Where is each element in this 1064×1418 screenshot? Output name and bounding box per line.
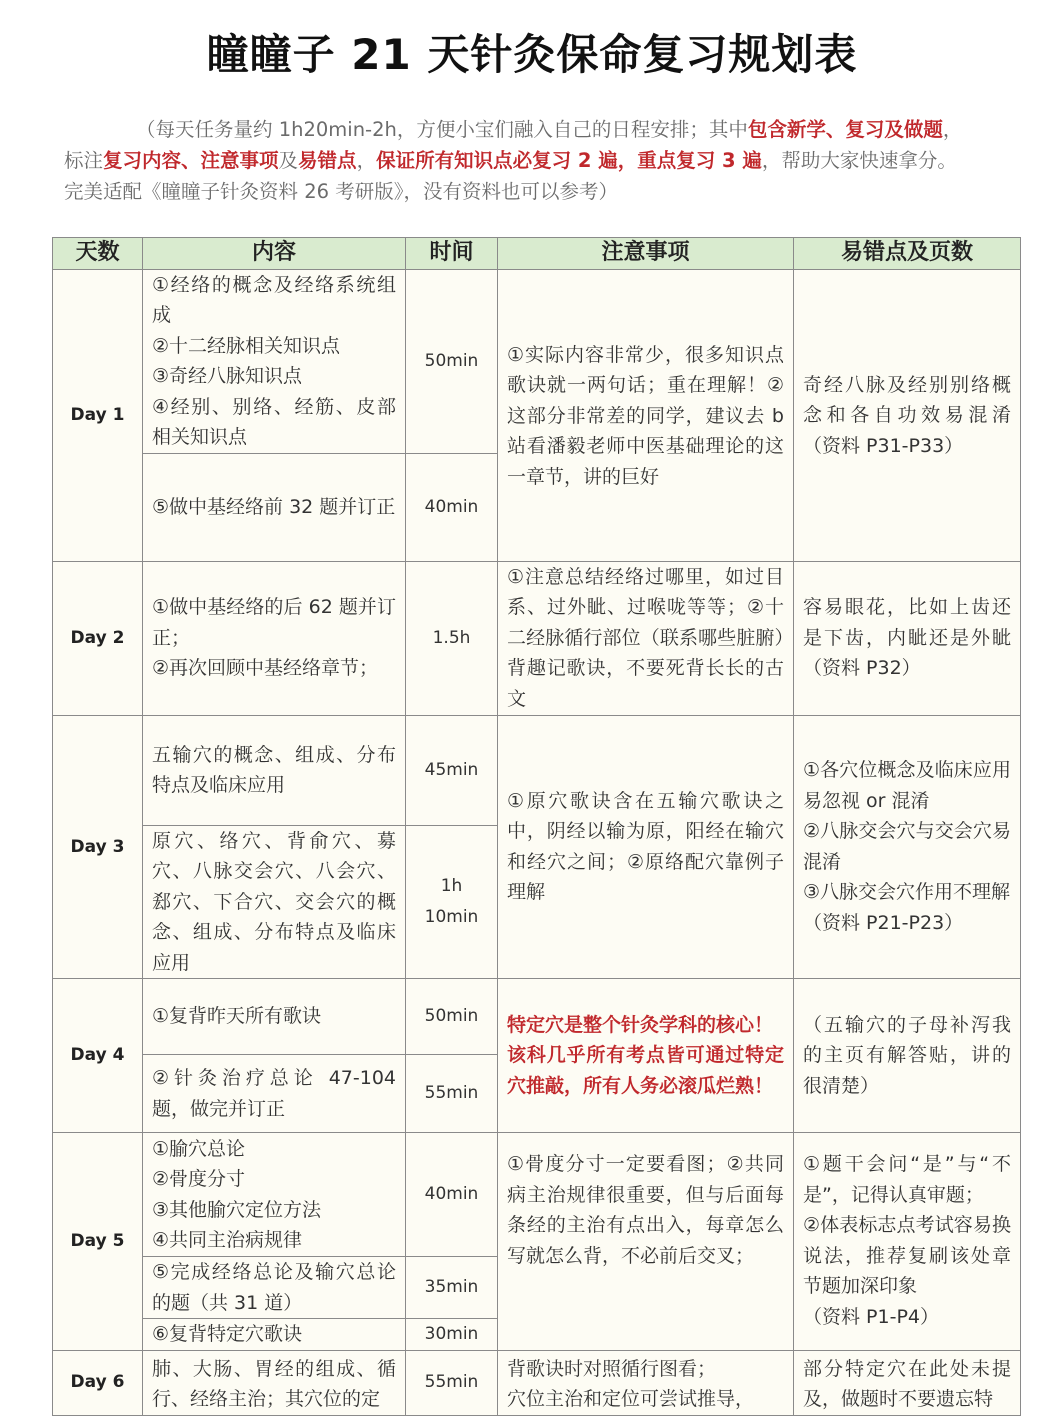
- notes-cell: ①注意总结经络过哪里，如过目系、过外眦、过喉咙等等；②十二经脉循行部位（联系哪些脏腑）背趣记歌诀，不要死背长长的古文: [498, 561, 794, 715]
- content-cell: ⑥复背特定穴歌诀: [143, 1319, 406, 1351]
- header-errors: 易错点及页数: [794, 238, 1021, 270]
- errors-cell: 容易眼花，比如上齿还是下齿，内眦还是外眦（资料 P32）: [794, 561, 1021, 715]
- content-cell: ①腧穴总论 ②骨度分寸 ③其他腧穴定位方法 ④共同主治病规律: [143, 1133, 406, 1257]
- table-header-row: [53, 238, 1021, 270]
- content-cell: ②针灸治疗总论 47-104 题，做完并订正: [143, 1055, 406, 1133]
- errors-cell: 部分特定穴在此处未提及，做题时不要遗忘特: [794, 1350, 1021, 1415]
- time-cell: 1.5h: [406, 561, 498, 715]
- page-title: 瞳瞳子 21 天针灸保命复习规划表: [206, 30, 858, 79]
- content-cell: ⑤做中基经络前 32 题并订正: [143, 453, 406, 561]
- table-row: [53, 979, 1021, 1055]
- table-row: [53, 269, 1021, 453]
- header-time: 时间: [406, 238, 498, 270]
- time-cell: 45min: [406, 715, 498, 825]
- content-cell: 原穴、络穴、背俞穴、募穴、八脉交会穴、八会穴、郄穴、下合穴、交会穴的概念、组成、分布特点及临床应用: [143, 825, 406, 979]
- time-cell: 50min: [406, 979, 498, 1055]
- day-label: Day 6: [53, 1350, 143, 1415]
- intro-paragraph: （每天任务量约 1h20min-2h，方便小宝们融入自己的日程安排；其中包含新学、复习及做题， 标注复习内容、注意事项及易错点，保证所有知识点必复习 2 遍，重点复习 3 遍，帮助大家快速拿分。 完美适配《瞳瞳子针灸资料 26 考研版》，没有资料也可以参考）: [64, 118, 963, 203]
- table-row: [53, 1133, 1021, 1257]
- notes-cell: ①实际内容非常少，很多知识点歌诀就一两句话；重在理解！②这部分非常差的同学，建议去 b 站看潘毅老师中医基础理论的这一章节，讲的巨好: [498, 269, 794, 561]
- time-cell: 40min: [406, 453, 498, 561]
- errors-cell: 奇经八脉及经别别络概念和各自功效易混淆（资料 P31-P33）: [794, 269, 1021, 561]
- content-cell: ①复背昨天所有歌诀: [143, 979, 406, 1055]
- content-cell: ⑤完成经络总论及输穴总论的题（共 31 道）: [143, 1257, 406, 1319]
- day-label: Day 3: [53, 715, 143, 979]
- day-label: Day 2: [53, 561, 143, 715]
- time-cell: 55min: [406, 1350, 498, 1415]
- day-label: Day 4: [53, 979, 143, 1133]
- content-cell: ①经络的概念及经络系统组成 ②十二经脉相关知识点 ③奇经八脉知识点 ④经别、别络、经筋、皮部相关知识点: [143, 269, 406, 453]
- errors-cell: ①各穴位概念及临床应用易忽视 or 混淆 ②八脉交会穴与交会穴易混淆 ③八脉交会穴作用不理解 （资料 P21-P23）: [794, 715, 1021, 979]
- day-label: Day 5: [53, 1133, 143, 1351]
- header-day: 天数: [53, 238, 143, 270]
- day-label: Day 1: [53, 269, 143, 561]
- table-row: [53, 715, 1021, 825]
- notes-cell: ①原穴歌诀含在五输穴歌诀之中，阴经以输为原，阳经在输穴和经穴之间；②原络配穴靠例子理解: [498, 715, 794, 979]
- content-cell: ①做中基经络的后 62 题并订正； ②再次回顾中基经络章节；: [143, 561, 406, 715]
- header-notes: 注意事项: [498, 238, 794, 270]
- study-plan-table: [52, 237, 1021, 1416]
- time-cell: 55min: [406, 1055, 498, 1133]
- table-row: [53, 561, 1021, 715]
- time-cell: 1h 10min: [406, 825, 498, 979]
- time-cell: 30min: [406, 1319, 498, 1351]
- errors-cell: ①题干会问“是”与“不是”，记得认真审题； ②体表标志点考试容易换说法，推荐复刷该处章节题加深印象 （资料 P1-P4）: [794, 1133, 1021, 1351]
- time-cell: 35min: [406, 1257, 498, 1319]
- time-cell: 40min: [406, 1133, 498, 1257]
- content-cell: 肺、大肠、胃经的组成、循行、经络主治；其穴位的定: [143, 1350, 406, 1415]
- content-cell: 五输穴的概念、组成、分布特点及临床应用: [143, 715, 406, 825]
- errors-cell: （五输穴的子母补泻我的主页有解答贴，讲的很清楚）: [794, 979, 1021, 1133]
- header-content: 内容: [143, 238, 406, 270]
- table-row: [53, 1350, 1021, 1415]
- notes-cell: 背歌诀时对照循行图看； 穴位主治和定位可尝试推导，: [498, 1350, 794, 1415]
- time-cell: 50min: [406, 269, 498, 453]
- notes-cell: 特定穴是整个针灸学科的核心！ 该科几乎所有考点皆可通过特定穴推敲，所有人务必滚瓜烂熟！: [498, 979, 794, 1133]
- notes-cell: ①骨度分寸一定要看图；②共同病主治规律很重要，但与后面每条经的主治有点出入，每章怎么写就怎么背，不必前后交叉；: [498, 1133, 794, 1351]
